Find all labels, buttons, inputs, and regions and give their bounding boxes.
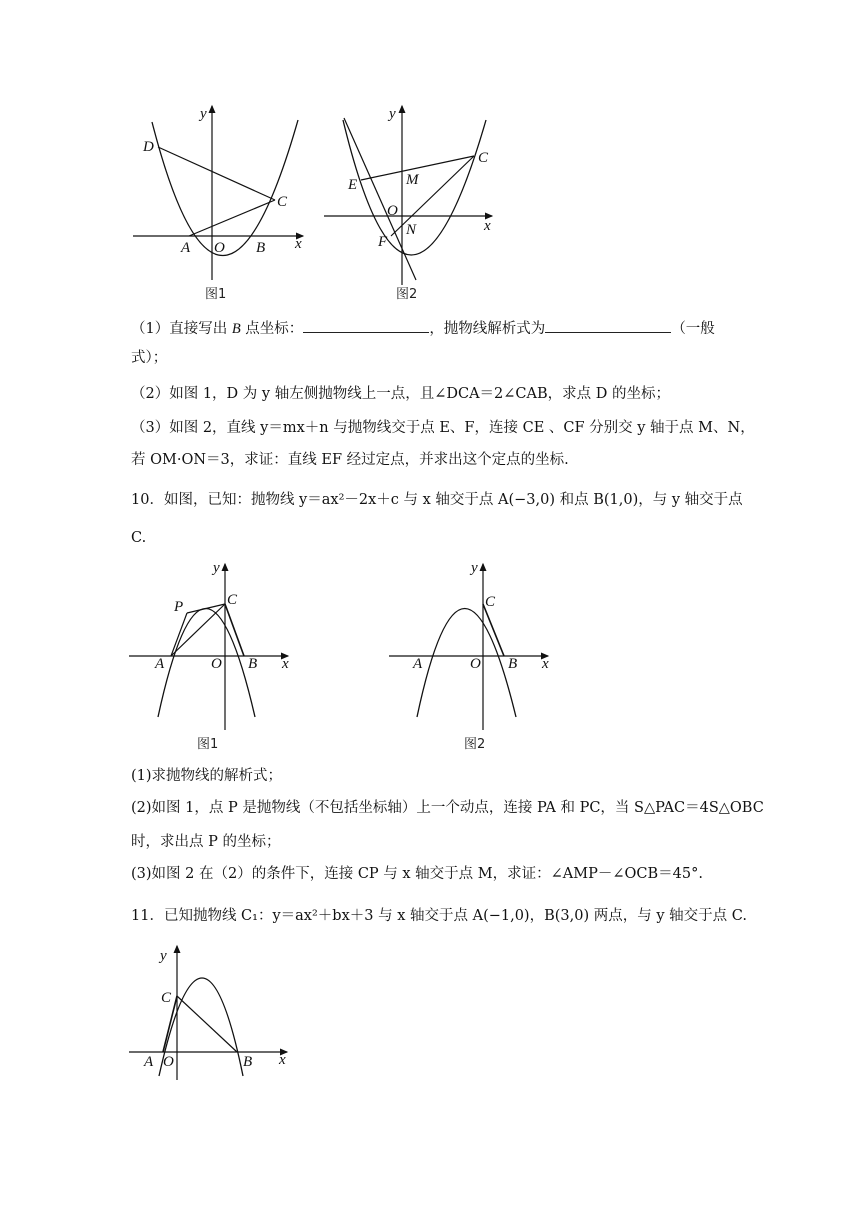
q9-part3-line1: （3）如图 2，直线 y＝mx＋n 与抛物线交于点 E、F，连接 CE 、CF 分别交 y 轴于点 M、N， (131, 420, 755, 436)
figure-caption: 图1 (205, 287, 227, 302)
label-x: x (279, 1052, 286, 1068)
q9-part1-end: 式）； (131, 350, 168, 366)
q10-stem-line1: 10．如图，已知：抛物线 y＝ax²－2x＋c 与 x 轴交于点 A(−3,0) 和点 B(1,0)，与 y 轴交于点 (131, 492, 743, 508)
label-o: O (211, 656, 222, 672)
label-x: x (484, 218, 491, 234)
figure-10-2 (385, 560, 555, 755)
figure-11 (125, 940, 295, 1080)
label-e: E (348, 177, 358, 193)
label-x: x (542, 656, 549, 672)
label-o: O (163, 1054, 174, 1070)
label-p: P (174, 599, 184, 615)
segment-pc (187, 604, 225, 613)
label-a: A (155, 656, 165, 672)
q10-part2-line1: (2)如图 1，点 P 是抛物线（不包括坐标轴）上一个动点，连接 PA 和 PC，当 S△PAC＝4S△OBC (131, 800, 764, 816)
label-m: M (406, 172, 419, 188)
figure-9-1 (125, 100, 315, 310)
label-o: O (214, 240, 225, 256)
q11-stem: 11．已知抛物线 C₁：y＝ax²＋bx＋3 与 x 轴交于点 A(−1,0)，B(3,0) 两点，与 y 轴交于点 C. (131, 908, 747, 924)
line-ef (344, 118, 416, 280)
segment-pa (171, 613, 187, 656)
label-x: x (282, 656, 289, 672)
parabola (158, 609, 258, 718)
label-y: y (389, 106, 396, 122)
label-c: C (161, 990, 172, 1006)
segment-cb (483, 604, 504, 656)
answer-blank-b[interactable] (303, 318, 429, 333)
q10-stem-line2: C. (131, 530, 147, 546)
figure-9-2 (318, 100, 508, 310)
figure-10-1 (125, 560, 295, 755)
label-b: B (256, 240, 266, 256)
figure-caption: 图2 (464, 737, 486, 752)
q10-part1: (1)求抛物线的解析式； (131, 768, 283, 784)
q10-part3: (3)如图 2 在（2）的条件下，连接 CP 与 x 轴交于点 M，求证：∠AMP－∠OCB＝45°. (131, 866, 703, 882)
label-c: C (227, 592, 238, 608)
q9-part2: （2）如图 1，D 为 y 轴左侧抛物线上一点，且∠DCA＝2∠CAB，求点 D 的坐标； (131, 386, 670, 402)
label-b: B (508, 656, 518, 672)
label-f: F (378, 234, 388, 250)
segment-cb (177, 996, 237, 1052)
q9-part3-line2: 若 OM·ON＝3，求证：直线 EF 经过定点，并求出这个定点的坐标. (131, 452, 569, 468)
parabola (152, 120, 298, 256)
label-d: D (143, 139, 154, 155)
label-c: C (485, 594, 496, 610)
figure-caption: 图1 (197, 737, 219, 752)
label-b: B (248, 656, 258, 672)
label-n: N (406, 222, 417, 238)
q9-part1: （1）直接写出 B 点坐标： ，抛物线解析式为 （一般 (131, 318, 731, 339)
label-x: x (295, 236, 302, 252)
segment-dc (158, 147, 275, 200)
parabola (417, 609, 516, 718)
label-c: C (478, 150, 489, 166)
figure-caption: 图2 (396, 287, 418, 302)
label-y: y (471, 560, 478, 576)
label-b: B (243, 1054, 253, 1070)
label-y: y (200, 106, 207, 122)
q10-part2-line2: 时，求出点 P 的坐标； (131, 834, 281, 850)
label-o: O (470, 656, 481, 672)
label-a: A (181, 240, 191, 256)
label-o: O (387, 203, 398, 219)
label-a: A (413, 656, 423, 672)
label-c: C (277, 194, 288, 210)
segment-fc (391, 156, 474, 236)
label-a: A (144, 1054, 154, 1070)
answer-blank-parabola[interactable] (545, 318, 671, 333)
label-y: y (160, 948, 167, 964)
label-y: y (213, 560, 220, 576)
